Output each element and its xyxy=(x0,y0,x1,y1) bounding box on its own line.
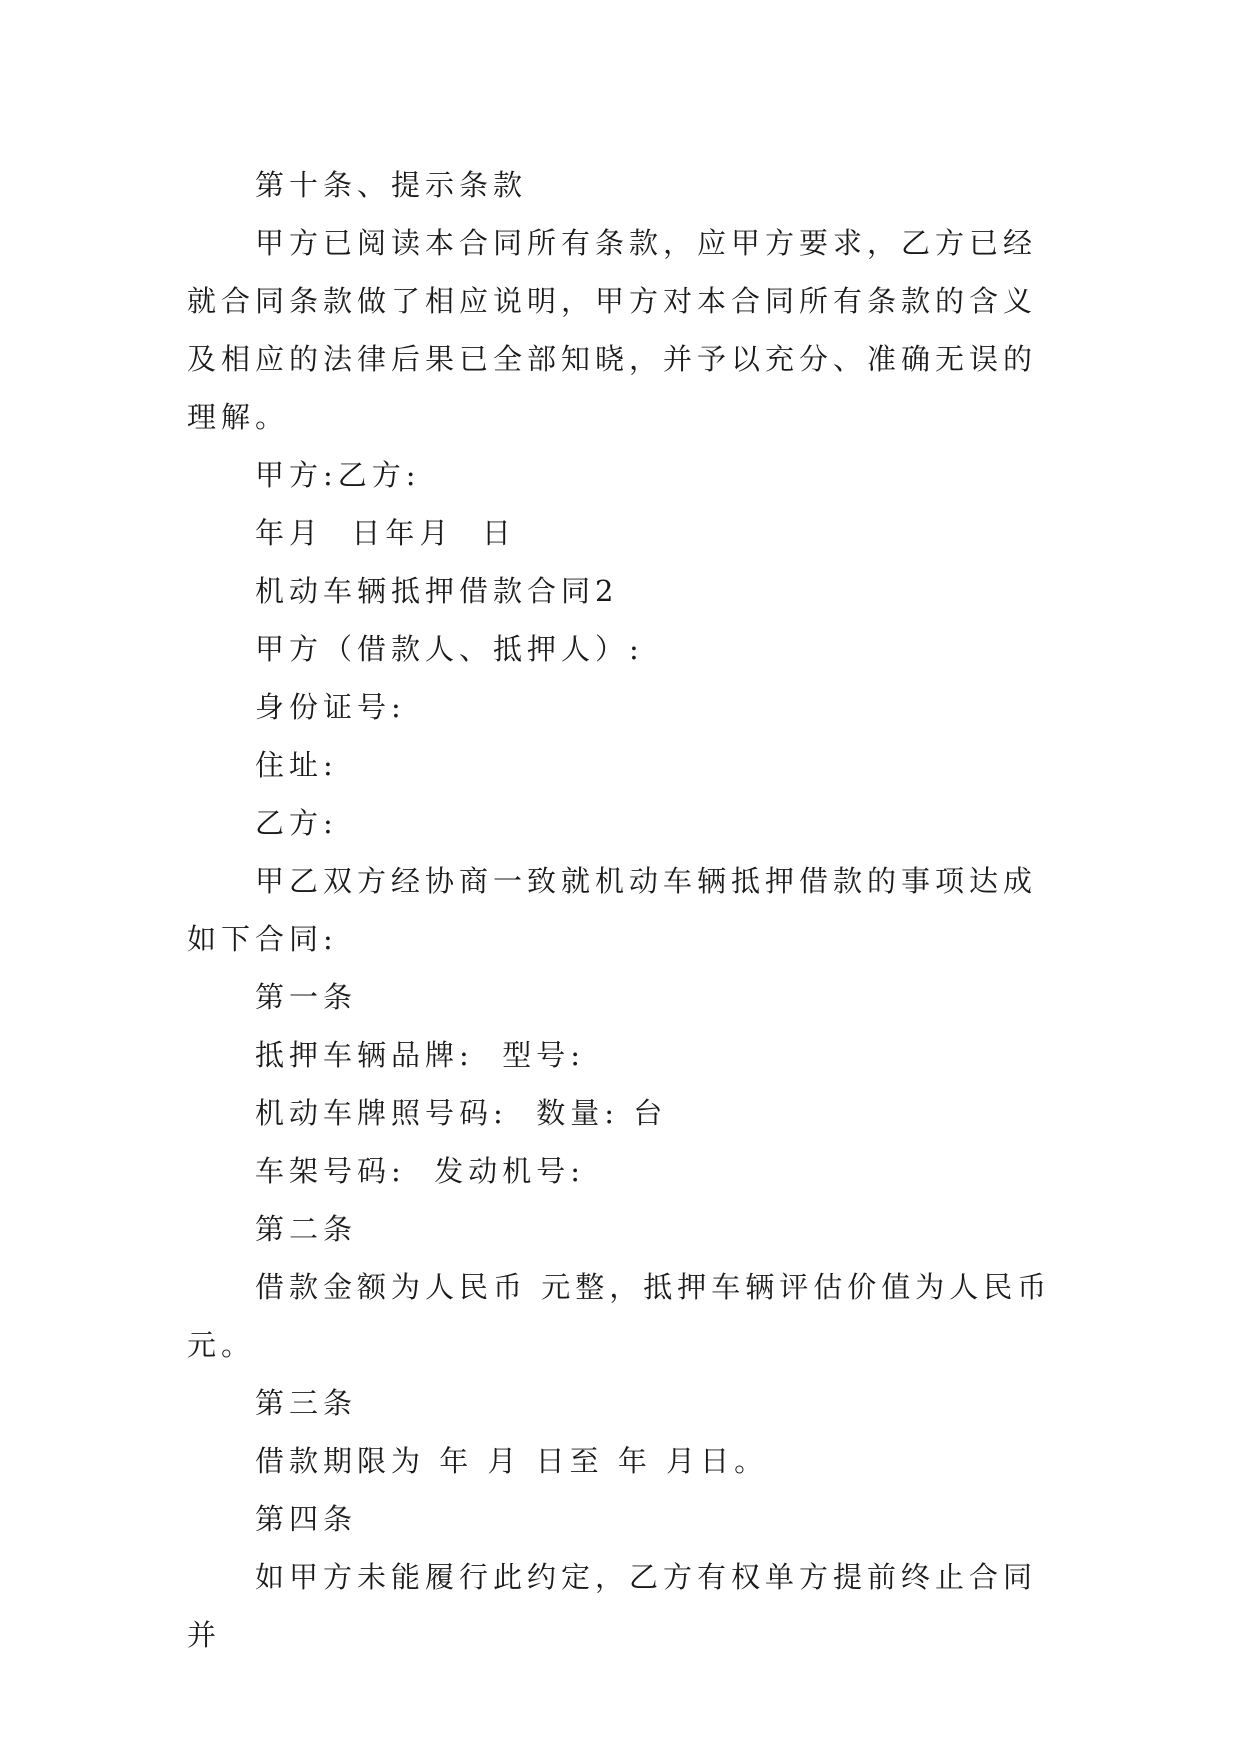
signature-date-line: 年月 日年月 日 xyxy=(255,516,516,550)
loan-term-line: 借款期限为 年 月 日至 年 月日。 xyxy=(255,1444,769,1478)
clause-10-heading: 第十条、提示条款 xyxy=(255,168,528,202)
article-1-heading: 第一条 xyxy=(255,980,358,1014)
notice-clause-paragraph: 甲方已阅读本合同所有条款，应甲方要求，乙方已经就合同条款做了相应说明，甲方对本合同所有条款的含义及相应的法律后果已全部知晓，并予以充分、准确无误的理解。 xyxy=(187,226,1038,434)
vehicle-brand-model-line: 抵押车辆品牌: 型号: xyxy=(255,1038,585,1072)
article-3-heading: 第三条 xyxy=(255,1386,358,1420)
party-a-label: 甲方（借款人、抵押人）: xyxy=(255,632,644,666)
party-b-label: 乙方: xyxy=(255,806,338,840)
address-label: 住址: xyxy=(255,748,338,782)
frame-engine-number-line: 车架号码: 发动机号: xyxy=(255,1154,585,1188)
signature-parties-line: 甲方:乙方: xyxy=(255,458,421,492)
contract-2-title: 机动车辆抵押借款合同2 xyxy=(255,574,619,608)
agreement-intro-paragraph: 甲乙双方经协商一致就机动车辆抵押借款的事项达成如下合同: xyxy=(187,864,1038,956)
id-number-label: 身份证号: xyxy=(255,690,406,724)
article-2-heading: 第二条 xyxy=(255,1212,358,1246)
article-4-heading: 第四条 xyxy=(255,1502,358,1536)
loan-amount-paragraph: 借款金额为人民币 元整，抵押车辆评估价值为人民币元。 xyxy=(187,1270,1052,1362)
plate-number-quantity-line: 机动车牌照号码: 数量: 台 xyxy=(255,1096,668,1130)
document-body xyxy=(187,156,1067,1664)
default-clause-paragraph: 如甲方未能履行此约定，乙方有权单方提前终止合同并 xyxy=(187,1560,1038,1652)
